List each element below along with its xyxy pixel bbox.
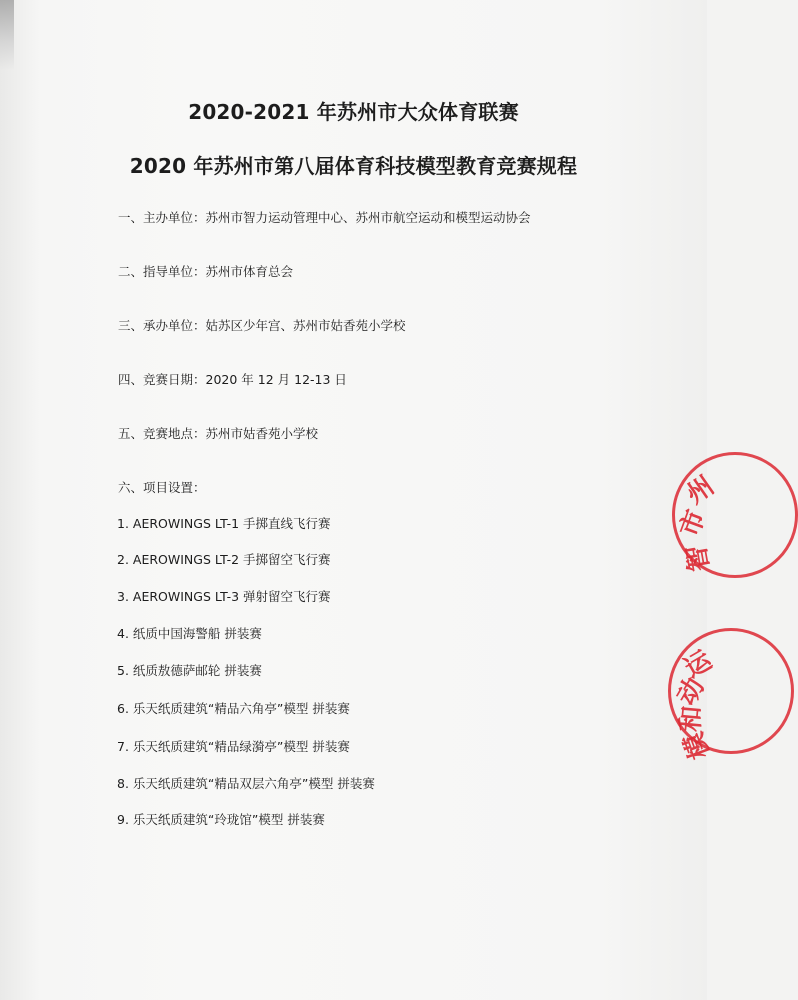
section-label: 三、承办单位： <box>118 318 206 333</box>
section-value: 苏州市体育总会 <box>205 264 294 279</box>
event-item: 6. 乐天纸质建筑“精品六角亭”模型 拼装赛 <box>117 701 350 716</box>
section-label: 一、主办单位： <box>118 210 206 225</box>
seal-char: 市 <box>674 506 712 541</box>
event-item: 4. 纸质中国海警船 拼装赛 <box>117 626 262 641</box>
event-item: 7. 乐天纸质建筑“精品绿漪亭”模型 拼装赛 <box>117 739 350 754</box>
section-events <box>118 478 206 496</box>
seal-char: 模 <box>678 728 716 763</box>
section-venue <box>118 424 318 442</box>
section-label: 四、竞赛日期： <box>118 372 206 387</box>
section-label: 六、项目设置： <box>118 480 206 495</box>
section-label: 二、指导单位： <box>118 264 206 279</box>
section-date <box>118 370 347 388</box>
section-organizer <box>118 208 531 226</box>
event-item: 5. 纸质敖德萨邮轮 拼装赛 <box>117 663 262 678</box>
event-item: 3. AEROWINGS LT-3 弹射留空飞行赛 <box>117 589 331 604</box>
seal-char: 动 <box>671 672 711 711</box>
event-item: 9. 乐天纸质建筑“玲珑馆”模型 拼装赛 <box>117 812 325 827</box>
section-value: 苏州市姑香苑小学校 <box>205 426 319 441</box>
seal-char: 运 <box>679 645 718 685</box>
seal-char: 和 <box>675 704 708 733</box>
scan-edge-shadow <box>0 0 14 70</box>
section-value: 姑苏区少年宫、苏州市姑香苑小学校 <box>205 318 406 333</box>
title-line-2: 2020 年苏州市第八届体育科技模型教育竞赛规程 <box>129 154 578 178</box>
section-value: 苏州市智力运动管理中心、苏州市航空运动和模型运动协会 <box>205 210 531 225</box>
seal-char: 智 <box>681 542 716 574</box>
section-host <box>118 316 406 334</box>
event-item: 8. 乐天纸质建筑“精品双层六角亭”模型 拼装赛 <box>117 776 375 791</box>
section-label: 五、竞赛地点： <box>118 426 206 441</box>
event-item: 2. AEROWINGS LT-2 手掷留空飞行赛 <box>117 552 331 567</box>
seal-char: 州 <box>681 470 720 511</box>
section-value: 2020 年 12 月 12-13 日 <box>205 372 347 387</box>
section-guidance <box>118 262 293 280</box>
title-line-1: 2020-2021 年苏州市大众体育联赛 <box>188 100 519 124</box>
event-item: 1. AEROWINGS LT-1 手掷直线飞行赛 <box>117 516 331 531</box>
